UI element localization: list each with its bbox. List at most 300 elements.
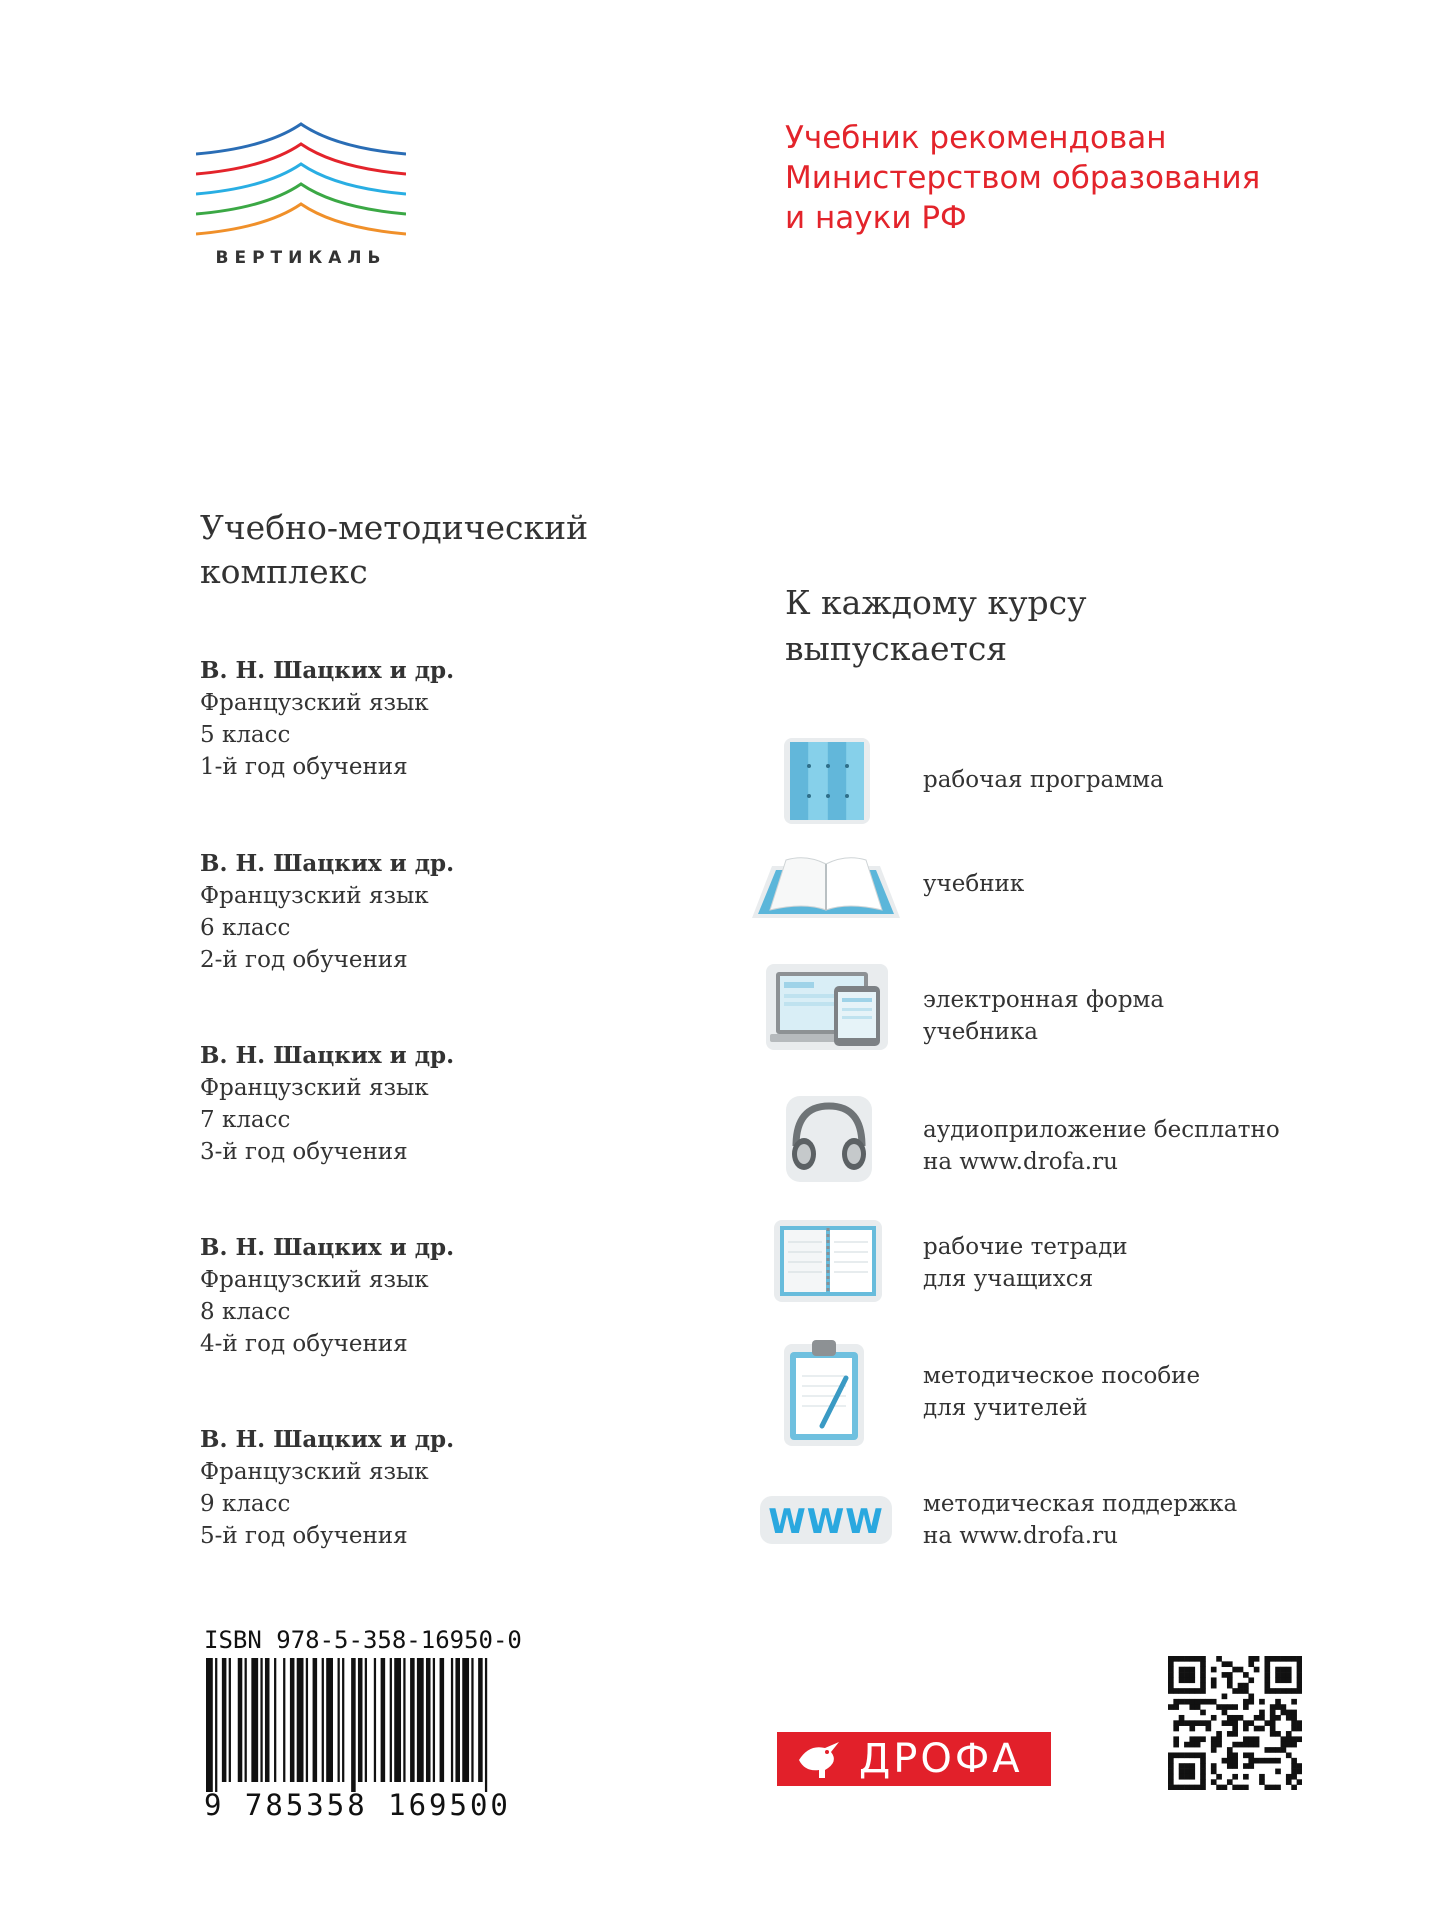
qr-module <box>1281 1672 1287 1678</box>
notebook-icon <box>772 1218 884 1308</box>
qr-module <box>1189 1774 1195 1780</box>
qr-module <box>1184 1656 1190 1662</box>
qr-module <box>1232 1752 1238 1758</box>
qr-module <box>1168 1779 1174 1785</box>
qr-module <box>1179 1677 1185 1683</box>
qr-module <box>1227 1763 1233 1769</box>
qr-module <box>1173 1752 1179 1758</box>
qr-module <box>1275 1704 1281 1710</box>
qr-module <box>1270 1704 1276 1710</box>
qr-module <box>1211 1769 1217 1775</box>
barcode-bar <box>365 1658 367 1782</box>
qr-module <box>1184 1742 1190 1748</box>
barcode-bar <box>455 1658 460 1782</box>
qr-module <box>1189 1704 1195 1710</box>
qr-module <box>1281 1667 1287 1673</box>
qr-module <box>1179 1699 1185 1705</box>
qr-module <box>1238 1742 1244 1748</box>
book-entry <box>200 655 620 783</box>
barcode-bar <box>297 1658 304 1782</box>
qr-module <box>1211 1747 1217 1753</box>
qr-module <box>1195 1704 1201 1710</box>
qr-module <box>1264 1688 1270 1694</box>
course-item-line: рабочие тетради <box>923 1234 1128 1260</box>
book-grade: 6 класс <box>200 915 291 941</box>
qr-module <box>1216 1656 1222 1662</box>
qr-module <box>1211 1742 1217 1748</box>
qr-module <box>1195 1720 1201 1726</box>
qr-module <box>1238 1715 1244 1721</box>
qr-module <box>1222 1704 1228 1710</box>
qr-module <box>1184 1699 1190 1705</box>
qr-module <box>1297 1677 1302 1683</box>
course-title-line: выпускается <box>785 629 1008 668</box>
qr-module <box>1286 1779 1292 1785</box>
qr-module <box>1232 1774 1238 1780</box>
qr-code-icon <box>1168 1656 1302 1790</box>
qr-module <box>1281 1747 1287 1753</box>
qr-module <box>1206 1726 1212 1732</box>
qr-module <box>1179 1688 1185 1694</box>
qr-module <box>1291 1720 1297 1726</box>
book-grade: 8 класс <box>200 1299 291 1325</box>
qr-module <box>1179 1785 1185 1790</box>
qr-module <box>1248 1656 1254 1662</box>
qr-module <box>1168 1677 1174 1683</box>
barcode-bar <box>351 1658 356 1792</box>
recommendation-line: и науки РФ <box>785 200 967 236</box>
qr-module <box>1232 1667 1238 1673</box>
qr-module <box>1297 1661 1302 1667</box>
qr-module <box>1168 1672 1174 1678</box>
qr-module <box>1200 1720 1206 1726</box>
barcode-bar <box>322 1658 324 1782</box>
isbn-text: ISBN 978-5-358-16950-0 <box>204 1626 522 1654</box>
qr-module <box>1286 1688 1292 1694</box>
qr-module <box>1281 1677 1287 1683</box>
barcode-bar <box>290 1658 295 1782</box>
qr-module <box>1248 1763 1254 1769</box>
book-subject: Французский язык <box>200 1267 429 1293</box>
qr-module <box>1297 1720 1302 1726</box>
qr-module <box>1232 1758 1238 1764</box>
barcode-bar <box>338 1658 340 1782</box>
qr-module <box>1254 1758 1260 1764</box>
course-item-line: методическая поддержка <box>923 1491 1238 1517</box>
course-item-line: электронная форма <box>923 987 1165 1013</box>
qr-module <box>1200 1677 1206 1683</box>
qr-module <box>1168 1752 1174 1758</box>
qr-module <box>1286 1715 1292 1721</box>
qr-module <box>1211 1699 1217 1705</box>
qr-module <box>1211 1736 1217 1742</box>
qr-module <box>1291 1769 1297 1775</box>
qr-module <box>1195 1785 1201 1790</box>
qr-module <box>1281 1710 1287 1716</box>
barcode-digits: 9 785358 169500 <box>204 1788 511 1822</box>
qr-module <box>1200 1763 1206 1769</box>
qr-module <box>1189 1785 1195 1790</box>
course-item-line: для учащихся <box>923 1266 1094 1292</box>
qr-module <box>1264 1656 1270 1662</box>
qr-module <box>1291 1758 1297 1764</box>
barcode-bar <box>394 1658 401 1782</box>
qr-module <box>1168 1763 1174 1769</box>
qr-module <box>1286 1752 1292 1758</box>
barcode-bar <box>410 1658 415 1782</box>
course-item-label <box>923 764 1164 796</box>
book-grade: 7 класс <box>200 1107 291 1133</box>
course-title <box>785 580 1087 672</box>
course-item-label <box>923 1488 1237 1552</box>
qr-module <box>1173 1720 1179 1726</box>
qr-module <box>1227 1672 1233 1678</box>
qr-module <box>1216 1704 1222 1710</box>
barcode-bar <box>381 1658 386 1782</box>
qr-module <box>1243 1683 1249 1689</box>
qr-module <box>1232 1763 1238 1769</box>
qr-module <box>1200 1736 1206 1742</box>
course-title-line: К каждому курсу <box>785 583 1087 622</box>
book-subject: Французский язык <box>200 1459 429 1485</box>
barcode-bar <box>426 1658 431 1782</box>
qr-module <box>1189 1769 1195 1775</box>
qr-module <box>1275 1715 1281 1721</box>
barcode-bar <box>358 1658 363 1782</box>
qr-module <box>1243 1785 1249 1790</box>
qr-module <box>1243 1704 1249 1710</box>
qr-module <box>1264 1672 1270 1678</box>
qr-module <box>1211 1715 1217 1721</box>
binders-icon <box>782 736 872 830</box>
qr-module <box>1270 1715 1276 1721</box>
qr-module <box>1259 1774 1265 1780</box>
course-item-line: рабочая программа <box>923 767 1164 793</box>
qr-module <box>1173 1699 1179 1705</box>
qr-module <box>1173 1736 1179 1742</box>
qr-module <box>1259 1710 1265 1716</box>
qr-module <box>1200 1774 1206 1780</box>
qr-module <box>1184 1688 1190 1694</box>
qr-module <box>1232 1726 1238 1732</box>
qr-module <box>1211 1683 1217 1689</box>
qr-module <box>1238 1785 1244 1790</box>
qr-module <box>1211 1677 1217 1683</box>
qr-module <box>1222 1672 1228 1678</box>
qr-module <box>1168 1769 1174 1775</box>
qr-module <box>1243 1699 1249 1705</box>
qr-module <box>1297 1726 1302 1732</box>
qr-module <box>1200 1779 1206 1785</box>
qr-module <box>1281 1656 1287 1662</box>
course-item-line: аудиоприложение бесплатно <box>923 1117 1280 1143</box>
qr-module <box>1200 1769 1206 1775</box>
course-item-line: для учителей <box>923 1395 1088 1421</box>
qr-module <box>1222 1785 1228 1790</box>
qr-module <box>1264 1667 1270 1673</box>
qr-module <box>1227 1752 1233 1758</box>
barcode-bar <box>471 1658 473 1782</box>
book-subject: Французский язык <box>200 690 429 716</box>
qr-module <box>1286 1710 1292 1716</box>
qr-module <box>1179 1763 1185 1769</box>
qr-module <box>1270 1785 1276 1790</box>
qr-module <box>1211 1667 1217 1673</box>
qr-module <box>1189 1752 1195 1758</box>
qr-module <box>1195 1736 1201 1742</box>
barcode-bar <box>206 1658 213 1792</box>
qr-module <box>1216 1742 1222 1748</box>
qr-module <box>1195 1688 1201 1694</box>
barcode-bar <box>342 1658 344 1782</box>
qr-module <box>1248 1758 1254 1764</box>
headphones-icon <box>784 1094 874 1188</box>
qr-module <box>1189 1742 1195 1748</box>
qr-module <box>1195 1742 1201 1748</box>
qr-module <box>1216 1736 1222 1742</box>
qr-module <box>1286 1742 1292 1748</box>
qr-module <box>1173 1726 1179 1732</box>
qr-module <box>1270 1747 1276 1753</box>
qr-module <box>1291 1688 1297 1694</box>
qr-module <box>1222 1710 1228 1716</box>
qr-module <box>1179 1667 1185 1673</box>
qr-module <box>1227 1731 1233 1737</box>
qr-module <box>1200 1758 1206 1764</box>
publisher-series-logo <box>196 120 406 280</box>
publisher-logo <box>777 1732 1051 1786</box>
qr-module <box>1227 1720 1233 1726</box>
qr-module <box>1275 1667 1281 1673</box>
qr-module <box>1275 1699 1281 1705</box>
qr-module <box>1275 1785 1281 1790</box>
open-book-icon <box>748 852 904 928</box>
qr-module <box>1297 1656 1302 1662</box>
qr-module <box>1168 1774 1174 1780</box>
book-grade: 9 класс <box>200 1491 291 1517</box>
qr-module <box>1222 1661 1228 1667</box>
qr-module <box>1291 1774 1297 1780</box>
book-author: В. Н. Шацких и др. <box>200 850 455 877</box>
qr-module <box>1275 1677 1281 1683</box>
logo-name: ВЕРТИКАЛЬ <box>215 248 387 268</box>
qr-module <box>1200 1710 1206 1716</box>
qr-module <box>1184 1677 1190 1683</box>
qr-module <box>1227 1661 1233 1667</box>
qr-module <box>1291 1715 1297 1721</box>
barcode-bar <box>485 1658 487 1792</box>
barcode-bar <box>306 1658 308 1782</box>
qr-module <box>1179 1769 1185 1775</box>
barcode-bar <box>260 1658 262 1782</box>
qr-module <box>1248 1742 1254 1748</box>
qr-module <box>1297 1779 1302 1785</box>
qr-module <box>1281 1742 1287 1748</box>
qr-module <box>1206 1720 1212 1726</box>
barcode-bar <box>222 1658 227 1782</box>
qr-module <box>1286 1656 1292 1662</box>
qr-module <box>1291 1699 1297 1705</box>
qr-module <box>1189 1672 1195 1678</box>
qr-module <box>1189 1720 1195 1726</box>
course-item-label <box>923 868 1024 900</box>
qr-module <box>1227 1683 1233 1689</box>
qr-module <box>1200 1699 1206 1705</box>
qr-module <box>1291 1736 1297 1742</box>
qr-module <box>1248 1752 1254 1758</box>
qr-module <box>1286 1731 1292 1737</box>
qr-module <box>1264 1677 1270 1683</box>
qr-module <box>1254 1667 1260 1673</box>
logo-arc <box>196 184 406 214</box>
qr-module <box>1232 1715 1238 1721</box>
logo-arc <box>196 144 406 174</box>
clipboard-icon <box>782 1336 866 1452</box>
book-entry <box>200 1424 620 1552</box>
qr-module <box>1264 1683 1270 1689</box>
qr-module <box>1248 1661 1254 1667</box>
book-author: В. Н. Шацких и др. <box>200 1042 455 1069</box>
qr-module <box>1270 1726 1276 1732</box>
qr-module <box>1173 1704 1179 1710</box>
course-item-label <box>923 1114 1280 1178</box>
qr-module <box>1254 1656 1260 1662</box>
logo-arc <box>196 124 406 154</box>
qr-module <box>1189 1667 1195 1673</box>
barcode-bar <box>238 1658 243 1782</box>
qr-module <box>1254 1736 1260 1742</box>
qr-module <box>1200 1672 1206 1678</box>
barcode-bar <box>374 1658 376 1782</box>
qr-module <box>1248 1699 1254 1705</box>
qr-module <box>1259 1715 1265 1721</box>
qr-module <box>1264 1661 1270 1667</box>
qr-module <box>1173 1688 1179 1694</box>
qr-module <box>1232 1731 1238 1737</box>
qr-module <box>1189 1726 1195 1732</box>
qr-module <box>1243 1763 1249 1769</box>
qr-module <box>1286 1672 1292 1678</box>
publisher-name: ДРОФА <box>859 1736 1023 1782</box>
qr-module <box>1179 1720 1185 1726</box>
qr-module <box>1254 1726 1260 1732</box>
qr-module <box>1189 1677 1195 1683</box>
qr-module <box>1275 1747 1281 1753</box>
qr-module <box>1291 1785 1297 1790</box>
qr-module <box>1243 1688 1249 1694</box>
recommendation-line: Министерством образования <box>785 160 1261 196</box>
qr-module <box>1184 1763 1190 1769</box>
qr-module <box>1189 1656 1195 1662</box>
qr-module <box>1286 1774 1292 1780</box>
qr-module <box>1200 1683 1206 1689</box>
qr-module <box>1173 1785 1179 1790</box>
barcode-bar <box>245 1658 247 1782</box>
qr-module <box>1179 1656 1185 1662</box>
qr-module <box>1211 1779 1217 1785</box>
qr-module <box>1243 1742 1249 1748</box>
qr-module <box>1173 1742 1179 1748</box>
qr-module <box>1275 1688 1281 1694</box>
qr-module <box>1200 1752 1206 1758</box>
qr-module <box>1286 1677 1292 1683</box>
qr-module <box>1259 1758 1265 1764</box>
barcode-bar <box>251 1658 258 1782</box>
qr-module <box>1297 1736 1302 1742</box>
qr-module <box>1270 1720 1276 1726</box>
qr-module <box>1248 1677 1254 1683</box>
qr-module <box>1189 1736 1195 1742</box>
qr-module <box>1275 1731 1281 1737</box>
qr-module <box>1248 1720 1254 1726</box>
barcode-bar <box>462 1658 469 1782</box>
devices-icon <box>764 962 890 1056</box>
qr-module <box>1243 1774 1249 1780</box>
qr-module <box>1243 1672 1249 1678</box>
qr-module <box>1222 1720 1228 1726</box>
qr-module <box>1238 1683 1244 1689</box>
course-item-line: на www.drofa.ru <box>923 1523 1118 1549</box>
book-subject: Французский язык <box>200 1075 429 1101</box>
qr-module <box>1291 1656 1297 1662</box>
qr-module <box>1168 1661 1174 1667</box>
qr-module <box>1200 1785 1206 1790</box>
qr-module <box>1189 1763 1195 1769</box>
book-entry <box>200 848 620 976</box>
qr-module <box>1281 1688 1287 1694</box>
qr-module <box>1227 1747 1233 1753</box>
qr-module <box>1211 1763 1217 1769</box>
qr-module <box>1232 1704 1238 1710</box>
qr-module <box>1275 1672 1281 1678</box>
qr-module <box>1227 1779 1233 1785</box>
qr-module <box>1179 1672 1185 1678</box>
qr-module <box>1259 1779 1265 1785</box>
qr-module <box>1291 1726 1297 1732</box>
qr-module <box>1227 1704 1233 1710</box>
qr-module <box>1297 1769 1302 1775</box>
qr-module <box>1275 1656 1281 1662</box>
bird-icon <box>795 1738 847 1780</box>
barcode-bar <box>274 1658 276 1782</box>
qr-module <box>1286 1667 1292 1673</box>
book-year: 5-й год обучения <box>200 1523 408 1549</box>
qr-module <box>1259 1726 1265 1732</box>
qr-module <box>1243 1736 1249 1742</box>
qr-module <box>1297 1683 1302 1689</box>
complex-title-line: Учебно-методический <box>200 508 589 547</box>
qr-module <box>1184 1672 1190 1678</box>
barcode-bar <box>440 1658 445 1782</box>
qr-module <box>1248 1694 1254 1700</box>
qr-module <box>1227 1758 1233 1764</box>
book-entry <box>200 1232 620 1360</box>
qr-module <box>1297 1763 1302 1769</box>
qr-module <box>1222 1694 1228 1700</box>
qr-module <box>1179 1774 1185 1780</box>
qr-module <box>1238 1667 1244 1673</box>
qr-module <box>1200 1656 1206 1662</box>
qr-module <box>1275 1769 1281 1775</box>
book-entry <box>200 1040 620 1168</box>
barcode-bar <box>433 1658 435 1782</box>
logo-arc <box>196 164 406 194</box>
qr-module <box>1200 1688 1206 1694</box>
qr-module <box>1270 1688 1276 1694</box>
qr-module <box>1200 1667 1206 1673</box>
qr-module <box>1184 1752 1190 1758</box>
qr-module <box>1195 1656 1201 1662</box>
